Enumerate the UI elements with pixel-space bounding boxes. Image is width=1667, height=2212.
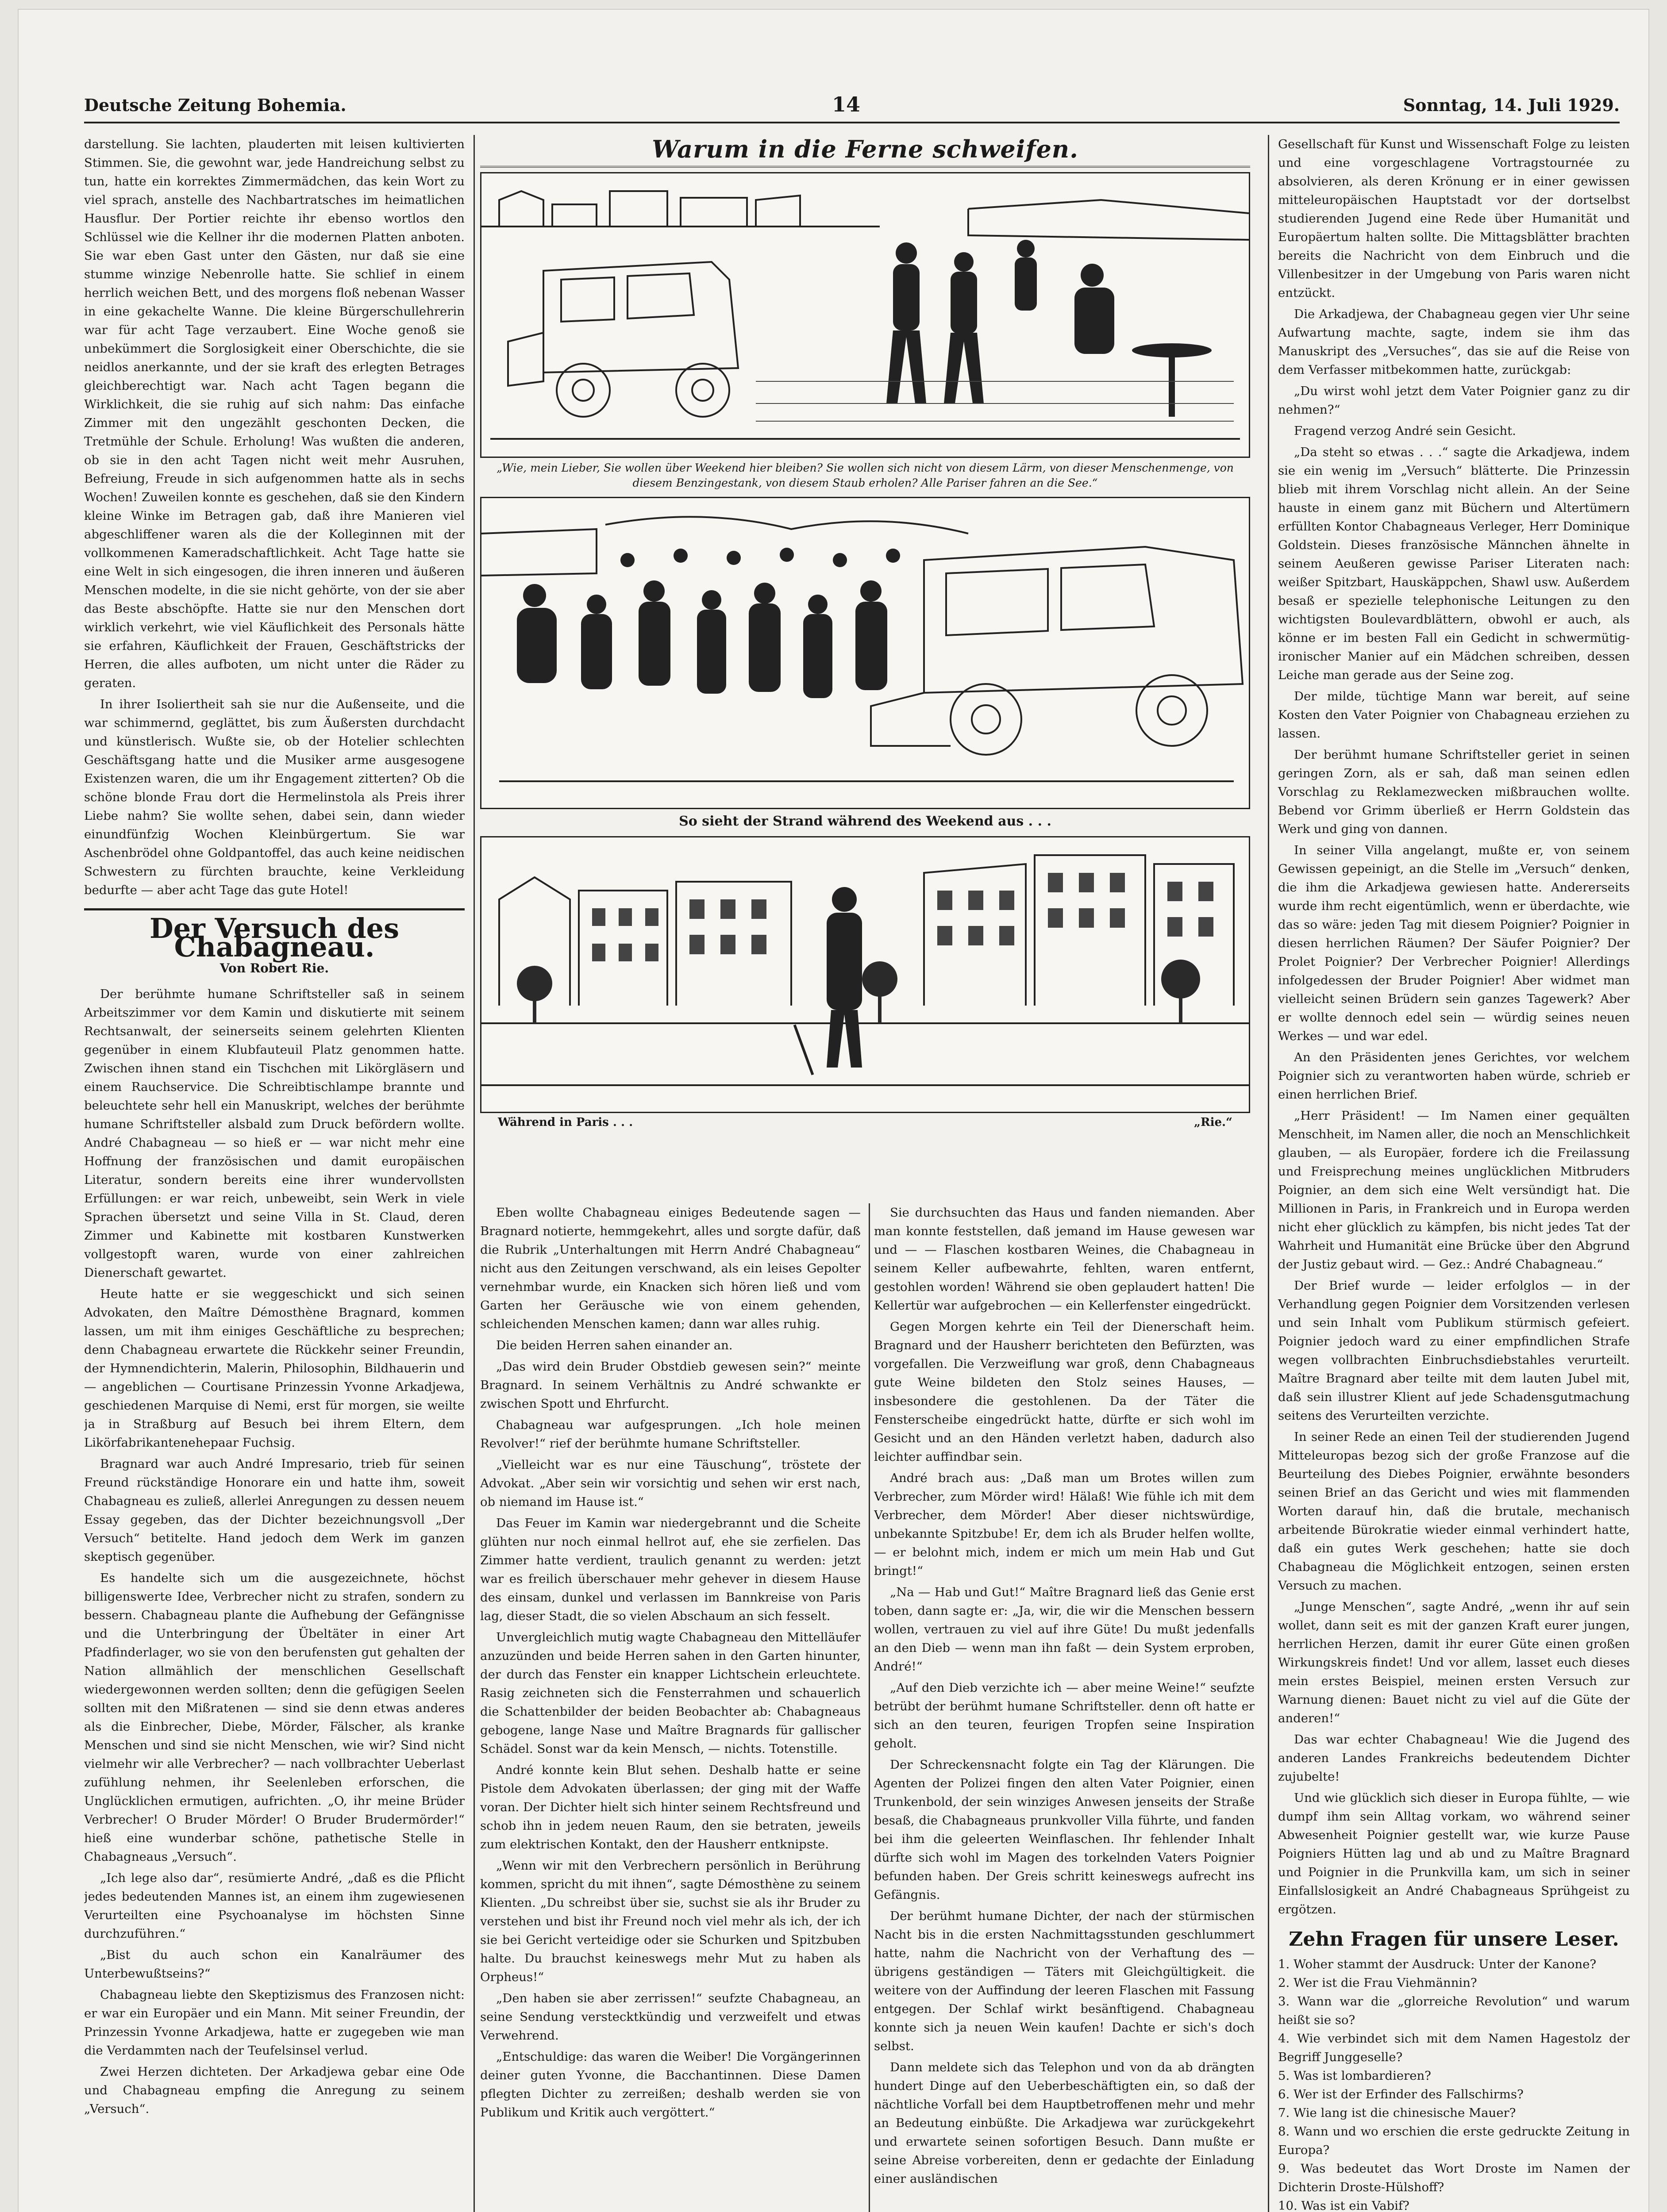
newspaper-name: Deutsche Zeitung Bohemia. [84, 95, 346, 115]
article-paragraph: In seiner Villa angelangt, mußte er, von seinem Gewissen gepeinigt, an die Stelle im „Versuch“ denken, die ihm die Arkadjewa gewiesen hatte. Andererseits wurde ihm recht eigentümlich, wenn er überdachte, wie das so wäre: jeden Tag mit diesem Poignier? Poignier in diesen herrlichen Räumen? Der Säufer Poignier? Der Prolet Poignier? Der Verbrecher Poignier! Allerdings infolgedessen der Bruder Poignier! Aber widmet man vielleicht seinen Brüdern sein ganzes Tagewerk? Aber er wollte dennoch edel sein — würdig seines neuen Werkes — und war edel. [1278, 843, 1630, 1043]
article-paragraph: Sie durchsuchten das Haus und fanden niemanden. Aber man konnte feststellen, daß jemand im Hause gewesen war und — — Flaschen kostbaren Weines, die Chabagneau in seinem Keller aufbewahrte, fehlten, waren entfernt, gestohlen worden! Während sie oben geplaudert hatten! Die Kellertür war aufgebrochen — ein Kellerfenster eingedrückt. [874, 1206, 1255, 1313]
article-paragraph: Gesellschaft für Kunst und Wissenschaft Folge zu leisten und eine vorgeschlagene Vortragstournée zu absolvieren, als deren Krönung er in einer gewissen mitteleuropäischen Hauptstadt vor der dortselbst studierenden Jugend eine Rede über Humanität und Europäertum halten sollte. Die Mittagsblätter brachten bereits die Nachricht von dem Einbruch und die Villenbesitzer in der Umgebung von Paris waren nicht entzückt. [1278, 137, 1630, 300]
article-paragraph: André brach aus: „Daß man um Brotes willen zum Verbrecher, zum Mörder wird! Hälaß! Wie fühle ich mit dem Verbrecher, dem Mörder! Aber dieser nichtswürdige, unbekannte Spitzbube! Er, dem ich als Bruder helfen wollte, — er belohnt mich, indem er mich um mein Hab und Gut bringt!“ [874, 1471, 1255, 1578]
article-paragraph: Der berühmte humane Schriftsteller saß in seinem Arbeitszimmer vor dem Kamin und diskutierte mit seinem Rechtsanwalt, der seinerseits seinem gelehrten Klienten gegenüber in einem Klubfauteuil Platz genommen hatte. Zwischen ihnen stand ein Tischchen mit Likörgläsern und einem Rauchservice. Die Schreibtischlampe brannte und beleuchtete sehr hell ein Manuskript, welches der berühmte humane Schriftsteller alsbald zum Druck befördern wollte. André Chabagneau — so hieß er — war nicht mehr eine Hoffnung der französischen und damit europäischen Literatur, sondern bereits eine ihrer wundervollsten Erfüllungen: er war reich, unbeweibt, sein Werk in viele Sprachen übersetzt und seine Villa in St. Claud, deren Zimmer und Kabinette mit kostbaren Kunstwerken vollgestopft waren, wurde von einer zahlreichen Dienerschaft gewartet. [84, 987, 465, 1280]
quiz-item: 1. Woher stammt der Ausdruck: Unter der Kanone? [1278, 1957, 1597, 1971]
article-continued-paragraph: In ihrer Isoliertheit sah sie nur die Außenseite, und die war schimmernd, geglättet, bis zum Äußersten durchdacht und künstlerisch. Wußte sie, ob der Hotelier schlechten Geschäftsgang hatte und die Musiker arme ausgesogene Existenzen waren, die um ihr Engagement zitterten? Ob die schöne blonde Frau dort die Hermelinstola als Preis ihrer Liebe nahm? Sie wollte sehen, dabei sein, dann wieder einundfünfzig Wochen Kleinbürgertum. Sie war Aschenbrödel ohne Goldpantoffel, das auch keine neidischen Schwestern zu fürchten brauchte, keine Verkleidung bedurfte — aber acht Tage das gute Hotel! [84, 697, 465, 897]
street-scene-drawing [481, 173, 1249, 454]
article-paragraph: Das Feuer im Kamin war niedergebrannt und die Scheite glühten nur noch einmal hellrot auf, ehe sie zerfielen. Das Zimmer hatte verdient, traulich genannt zu werden: jetzt war es freilich überschauer mehr gehever in diesem Hause des einsam, dunkel und verlassen im Bannkreise von Paris lag, dieser Stadt, die so vielen Abschaum an sich fesselt. [480, 1516, 861, 1623]
illustration-block [480, 135, 1250, 1129]
page-header [84, 92, 1620, 123]
article-paragraph: Der berühmt humane Dichter, der nach der stürmischen Nacht bis in die ersten Nachmittagsstunden geschlummert hatte, nahm die Nachricht von der Verhaftung des — übrigens geständigen — Täters mit Gleichgültigkeit. die weitere von der Auffindung der leeren Flaschen mit Fassung entgegen. Der Schlaf wirkt besänftigend. Chabagneau konnte sich ja neuen Wein kaufen! Dachte er sich's doch selbst. [874, 1909, 1255, 2053]
article-paragraph: Gegen Morgen kehrte ein Teil der Dienerschaft heim. Bragnard und der Hausherr berichteten den Befürzten, was vorgefallen. Die Verzweiflung war groß, denn Chabagneaus gute Weine bildeten den Stolz seines Hauses, — insbesondere die gestohlenen. Da der Täter die Fensterscheibe eingedrückt hatte, dürfte er sich wohl im Gesicht und an den Händen verletzt haben, dadurch also leichter auffindbar sein. [874, 1320, 1255, 1464]
illustration-caption-2: So sieht der Strand während des Weekend aus . . . [679, 814, 1051, 829]
issue-date: Sonntag, 14. Juli 1929. [1403, 95, 1620, 115]
quiz-item: 4. Wie verbindet sich mit dem Namen Hagestolz der Begriff Junggeselle? [1278, 2032, 1630, 2064]
article-paragraph: Chabagneau war aufgesprungen. „Ich hole meinen Revolver!“ rief der berühmte humane Schriftsteller. [480, 1418, 861, 1451]
article-paragraph: „Wenn wir mit den Verbrechern persönlich in Berührung kommen, spricht du mit ihnen“, sagte Démosthène zu seinem Klienten. „Du schreibst über sie, suchst sie als ihr Bruder zu verstehen und bist ihr Freund noch viel mehr als ich, der ich sie bei Gericht verteidige oder sie Schurken und Spitzbuben halte. Du brauchst keineswegs mehr Mut zu haben als Orpheus!“ [480, 1859, 861, 1984]
illustration-caption-1: „Wie, mein Lieber, Sie wollen über Weekend hier bleiben? Sie wollen sich nicht von diesem Lärm, von dieser Menschenmenge, von diesem Benzingestank, von diesem Staub erholen? Alle Pariser fahren an die See.“ [497, 461, 1234, 489]
article-paragraph: Es handelte sich um die ausgezeichnete, höchst billigenswerte Idee, Verbrecher nicht zu strafen, sondern zu bessern. Chabagneau plante die Aufhebung der Gefängnisse und die Unterbringung der Übeltäter in einer Art Pfadfinderlager, wo sie von den berufensten gut gehalten der Nation allmählich der menschlichen Gesellschaft wiedergewonnen werden sollten; denn die gefügigen Seelen sollten mit den Mißratenen — sind sie denn etwas anderes als die Einbrecher, Diebe, Mörder, Fälscher, als kranke Menschen und sind sie nicht Menschen, wie wir? Sind nicht vielmehr wir alle Verbrecher? — nach vollbrachter Ueberlast zufühlung nehmen, ihr Seelenleben erforschen, die Unglücklichen ermutigen, aufrichten. „O, ihr meine Brüder Verbrecher! O Bruder Mörder! O Bruder Brudermörder!“ hieß eine wunderbar schöne, pathetische Stelle in Chabagneaus „Versuch“. [84, 1571, 465, 1864]
article-paragraph: „Herr Präsident! — Im Namen einer gequälten Menschheit, im Namen aller, die noch an Menschlichkeit glauben, — als Europäer, fordere ich die Freilassung und Freisprechung meines unglücklichen Mitbruders Poignier, an dem sich eine Welt versündigt hat. Die Millionen in Paris, in Frankreich und in Europa werden nicht eher glücklich zu kämpfen, bis nicht jedes Tat der Wahrheit und Humanität eine Brücke über den Abgrund der Justiz gebaut wird. — Gez.: André Chabagneau.“ [1278, 1109, 1630, 1271]
illustration-title: Warum in die Ferne schweifen. [480, 135, 1250, 168]
quiz-item: 3. Wann war die „glorreiche Revolution“ und warum heißt sie so? [1278, 1994, 1630, 2027]
article-paragraph: „Das wird dein Bruder Obstdieb gewesen sein?“ meinte Bragnard. In seinem Verhältnis zu André schwankte er zwischen Spott und Ehrfurcht. [480, 1359, 861, 1411]
article-paragraph: An den Präsidenten jenes Gerichtes, vor welchem Poignier sich zu verantworten haben würde, schrieb er einen herrlichen Brief. [1278, 1050, 1630, 1102]
quiz-item: 7. Wie lang ist die chinesische Mauer? [1278, 2106, 1516, 2120]
quiz-item: 5. Was ist lombardieren? [1278, 2069, 1431, 2083]
quiz-list [1278, 1955, 1630, 2212]
article-paragraph: Heute hatte er sie weggeschickt und sich seinen Advokaten, den Maître Démosthène Bragnard, kommen lassen, um mit ihm einiges Geschäftliche zu besprechen; denn Chabagneau erwartete die Rückkehr seiner Freundin, der Hymnendichterin, Malerin, Philosophin, Bildhauerin und — angeblichen — Courtisane Prinzessin Yvonne Arkadjewa, geschiedenen Marquise di Nemi, erst für morgen, sie weilte ja in Straßburg auf Besuch bei ihrem Eltern, dem Likörfabrikantenehepaar Fuchsig. [84, 1287, 465, 1450]
column-3 [874, 1203, 1255, 2212]
quiz-title: Zehn Fragen für unsere Leser. [1289, 1928, 1619, 1951]
article-paragraph: „Vielleicht war es nur eine Täuschung“, tröstete der Advokat. „Aber sein wir vorsichtig und sehen wir erst nach, ob niemand im Hause ist.“ [480, 1458, 861, 1509]
article-paragraph: Fragend verzog André sein Gesicht. [1294, 424, 1516, 438]
article-paragraph: Der milde, tüchtige Mann war bereit, auf seine Kosten den Vater Poignier von Chabagneau erziehen zu lassen. [1278, 689, 1630, 741]
article-paragraph: André konnte kein Blut sehen. Deshalb hatte er seine Pistole dem Advokaten überlassen; der ging mit der Waffe voran. Der Dichter hielt sich hinter seinem Rechtsfreund und schob ihn in jedem neuen Raum, den sie betraten, jeweils zum elektrischen Kontakt, den der Hausherr entknipste. [480, 1763, 861, 1851]
illustration-street-scene [480, 172, 1250, 458]
article-paragraph: Eben wollte Chabagneau einiges Bedeutende sagen — Bragnard notierte, hemmgekehrt, alles und sorgte dafür, daß die Rubrik „Unterhaltungen mit Herrn André Chabagneau“ nicht aus den Zeitungen verschwand, als ein leises Gepolter vernehmbar wurde, ein Knacken sich hören ließ und vom Garten her Geräusche wie von einem gehenden, schleichenden Menschen kamen; dann war alles ruhig. [480, 1206, 861, 1331]
empty-paris-drawing [481, 837, 1249, 1109]
article-paragraph: Die Arkadjewa, der Chabagneau gegen vier Uhr seine Aufwartung machte, sagte, indem sie ihm das Manuskript des „Versuches“, das sie auf die Reise von dem Verfasser mitbekommen hatte, zurückgab: [1278, 307, 1630, 377]
article-title: Der Versuch des Chabagneau. [84, 908, 465, 956]
article-paragraph: Der berühmt humane Schriftsteller geriet in seinen geringen Zorn, als er sah, daß man seinen edlen Vorschlag zu Reklamezwecken mißbrauchen wollte. Bebend vor Grimm überließ er Herrn Goldstein das Werk und ging von dannen. [1278, 748, 1630, 836]
article-paragraph: Und wie glücklich sich dieser in Europa fühlte, — wie dumpf ihm sein Alltag vorkam, wo während seiner Abwesenheit Poignier gestellt war, wie kurze Pause Poigniers Hütten lag und ab und zu Maître Bragnard und Poignier in die Prunkvilla kam, um sich in seiner Einfallslosigkeit an André Chabagneaus Sprühgeist zu ergötzen. [1278, 1791, 1630, 1916]
article-paragraph: Bragnard war auch André Impresario, trieb für seinen Freund rückständige Honorare ein und hatte ihm, soweit Chabagneau es zuließ, allerlei Anregungen zu dessen neuem Essay gegeben, das der Dichter bezeichnungsvoll „Der Versuch“ betitelte. Hand jedoch dem Werk im ganzen skeptisch gegenüber. [84, 1457, 465, 1564]
article-paragraph: Der Schreckensnacht folgte ein Tag der Klärungen. Die Agenten der Polizei fingen den alten Vater Poignier, einen Trunkenbold, der sein winziges Anwesen jenseits der Straße besaß, die Chabagneaus prunkvoller Villa führte, und fanden bei ihm die geleerten Weinflaschen. Ihr fehlender Inhalt dürfte sich wohl im Magen des torkelnden Vaters Poignier befunden haben. Der Greis schritt keineswegs aufrecht ins Gefängnis. [874, 1758, 1255, 1902]
article-paragraph: „Na — Hab und Gut!“ Maître Bragnard ließ das Genie erst toben, dann sagte er: „Ja, wir, die wir die Menschen bessern wollen, vertrauen zu viel auf ihre Güte! Du mußt jedenfalls an den Dieb — wenn man ihn faßt — dein System erproben, André!“ [874, 1585, 1255, 1674]
illustration-caption-3-row [498, 1116, 1232, 1129]
article-paragraph: „Junge Menschen“, sagte André, „wenn ihr auf sein wollet, dann seit es mit der ganzen Kraft eurer jungen, herrlichen Herzen, damit ihr eurer Güte einen großen Wirkungskreis findet! Und vor allem, lasset euch dieses mein erstes Beispiel, meinen ersten Versuch zur Warnung dienen: Bauet nicht zu viel auf die Güte der anderen!“ [1278, 1600, 1630, 1725]
beach-crowd-drawing [481, 498, 1249, 805]
illustration-paris-scene [480, 836, 1250, 1113]
illustration-caption-3: Während in Paris . . . [498, 1116, 633, 1129]
article-paragraph: „Du wirst wohl jetzt dem Vater Poignier ganz zu dir nehmen?“ [1278, 384, 1630, 417]
illustration-beach-scene [480, 497, 1250, 809]
quiz-item: 10. Was ist ein Vabif? [1278, 2199, 1409, 2212]
article-byline: Von Robert Rie. [219, 961, 329, 975]
illustrator-signature: „Rie.“ [1194, 1116, 1232, 1129]
article-paragraph: Chabagneau liebte den Skeptizismus des Franzosen nicht: er war ein Europäer und ein Mann. Mit seiner Freundin, der Prinzessin Yvonne Arkadjewa, hatte er zugegeben wie man die Verdammten nach der Teufelsinsel verlud. [84, 1988, 465, 2058]
quiz-item: 6. Wer ist der Erfinder des Fallschirms? [1278, 2087, 1524, 2101]
article-paragraph: „Da steht so etwas . . .“ sagte die Arkadjewa, indem sie ein wenig im „Versuch“ blätterte. Die Prinzessin blieb mit ihrem Vorschlag nicht allein. An der Seine hauste in einem ganz mit Büchern und Altertümern erfüllten Kontor Chabagneaus Verleger, Herr Dominique Goldstein. Dieses französische Männchen ähnelte in seinem Aeußeren gewisse Pariser Literaten nach: weißer Spitzbart, Hauskäppchen, Shawl usw. Außerdem besaß er spezielle telephonische Leitungen zu den wichtigsten Boulevardblättern, obwohl er auch, als könne er im besten Fall ein Gedicht in schwermütig-ironischer Manier auf ein Mädchen schreiben, dessen Leiche man gerade aus der Seine zog. [1278, 445, 1630, 682]
article-paragraph: Dann meldete sich das Telephon und von da ab drängten hundert Dinge auf den Ueberbeschäftigten ein, so daß der nächtliche Vorfall bei dem Hauptbetroffenen mehr und mehr an Bedeutung einbüßte. Die Arkadjewa war zurückgekehrt und erwartete seinen sofortigen Besuch. Dann mußte er seine Abreise vorbereiten, denn er gedachte der Einladung einer ausländischen [874, 2060, 1255, 2186]
column-1 [84, 135, 475, 2212]
quiz-item: 2. Wer ist die Frau Viehmännin? [1278, 1976, 1477, 1990]
article-paragraph: In seiner Rede an einen Teil der studierenden Jugend Mitteleuropas bezog sich der große Franzose auf die Beurteilung des Diebes Poignier, erwähnte besonders seinen Brief an das Gericht und wies mit flammenden Worten darauf hin, daß die brutale, mechanisch arbeitende Bürokratie wieder einmal verhindert hatte, daß ein gutes Werk geschehen; hatte sie doch Chabagneau die Möglichkeit entzogen, seinen ersten Versuch zu machen. [1278, 1430, 1630, 1593]
page-number: 14 [832, 92, 861, 116]
article-paragraph: Der Brief wurde — leider erfolglos — in der Verhandlung gegen Poignier dem Vorsitzenden verlesen und sein Inhalt vom Publikum stürmisch gefeiert. Poignier jedoch ward zu einer empfindlichen Strafe wegen vollbrachten Einbruchsdiebstahles verurteilt. Maître Bragnard aber teilte mit dem lauten Jubel mit, daß sein illustrer Klient auf jede Schadensgutmachung seitens des Verurteilten verzichte. [1278, 1279, 1630, 1423]
article-paragraph: „Entschuldige: das waren die Weiber! Die Vorgängerinnen deiner guten Yvonne, die Bacchantinnen. Diese Damen pflegten Dichter zu zerreißen; deshalb werden sie von Publikum und Kritik auch vergöttert.“ [480, 2050, 861, 2120]
article-paragraph: Die beiden Herren sahen einander an. [496, 1338, 733, 1352]
article-paragraph: Unvergleichlich mutig wagte Chabagneau den Mittelläufer anzuzünden und beide Herren sahen in den Garten hinunter, der durch das Fenster ein knapper Lichtschein erleuchtete. Rasig zeichneten sich die Fensterrahmen und schauerlich die Schattenbilder der beiden Beobachter ab: Chabagneaus gebogene, lange Nase und Maître Bragnards für gallischer Schädel. Sonst war da kein Mensch, — nichts. Totenstille. [480, 1630, 861, 1756]
quiz-item: 8. Wann und wo erschien die erste gedruckte Zeitung in Europa? [1278, 2124, 1630, 2157]
column-4 [1268, 135, 1630, 2212]
quiz-item: 9. Was bedeutet das Wort Droste im Namen der Dichterin Droste-Hülshoff? [1278, 2162, 1630, 2194]
column-2 [480, 1203, 870, 2212]
article-paragraph: „Bist du auch schon ein Kanalräumer des Unterbewußtseins?“ [84, 1948, 465, 1981]
newspaper-page [18, 9, 1649, 2212]
article-continued-paragraph: darstellung. Sie lachten, plauderten mit leisen kultivierten Stimmen. Sie, die gewohnt war, jede Handreichung selbst zu tun, hatte ein korrektes Zimmermädchen, das kein Wort zu viel sprach, anstelle des Nachbartratsches im heimatlichen Hausflur. Der Portier reichte ihr ebenso wortlos den Schlüssel wie die Kellner ihr die modernen Platten anboten. Sie war eben Gast unter den Gästen, nur daß sie eine stumme winzige Nebenrolle hatte. Sie schlief in einem herrlich weichen Bett, und des morgens floß nebenan Wasser in eine gekachelte Wanne. Die kleine Bürgerschullehrerin war für acht Tage verzaubert. Eine Woche genoß sie unbekümmert die Sorglosigkeit einer Oberschichte, die sie neidlos anerkannte, und der sie kraft des erlegten Betrages gleichberechtigt war. Nach acht Tagen begann die Wirklichkeit, die sie ruhig auf sich nahm: Das einfache Zimmer mit den ungezählt geschonten Decken, die Tretmühle der Schule. Erholung! Was wußten die anderen, ob sie in den acht Tagen nicht weit mehr Ausruhen, Befreiung, Freude in sich aufgenommen hatte als in sechs Wochen! Zuweilen konnte es geschehen, daß sie den Kindern kleine Winke im Betragen gab, daß ihre Manieren viel abgeschliffener waren als die der Kolleginnen mit der vollkommenen Kameradschaftlichkeit. Acht Tage hatte sie eine Welt in sich eingesogen, die ihren inneren und äußeren Menschen modelte, in die sie nicht gehörte, von der sie aber das Beste abschöpfte. Hatte sie nur den Menschen dort wirklich verkehrt, wie viel Käuflichkeit des Personals hätte sie erfahren, Käuflichkeit der Frauen, Geschäftstricks der Herren, die alles aufboten, um nicht unter die Räder zu geraten. [84, 137, 465, 690]
article-paragraph: „Ich lege also dar“, resümierte André, „daß es die Pflicht jedes bedeutenden Mannes ist, an einem ihm zugewiesenen Verurteilten eine Psychoanalyse im höchsten Sinne durchzuführen.“ [84, 1871, 465, 1941]
article-paragraph: „Den haben sie aber zerrissen!“ seufzte Chabagneau, an seine Sendung verstecktkündig und verzweifelt und etwas Verwehrend. [480, 1991, 861, 2043]
article-paragraph: „Auf den Dieb verzichte ich — aber meine Weine!“ seufzte betrübt der berühmt humane Schriftsteller. denn oft hatte er sich an den teuren, feurigen Tropfen seine Inspiration geholt. [874, 1681, 1255, 1751]
article-paragraph: Zwei Herzen dichteten. Der Arkadjewa gebar eine Ode und Chabagneau empfing die Anregung zu seinem „Versuch“. [84, 2065, 465, 2116]
article-paragraph: Das war echter Chabagneau! Wie die Jugend des anderen Landes Frankreichs bedeutendem Dichter zujubelte! [1278, 1732, 1630, 1784]
